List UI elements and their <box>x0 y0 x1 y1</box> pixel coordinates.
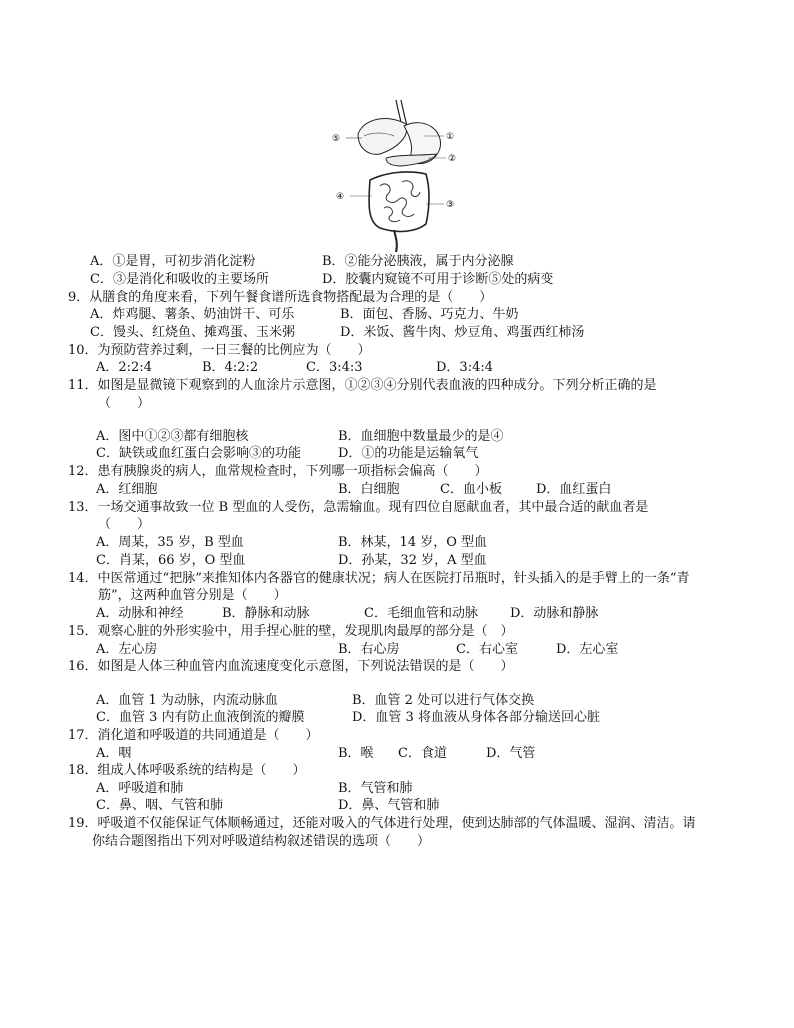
q19-stem-line1: 19．呼吸道不仅能保证气体顺畅通过，还能对吸入的气体进行处理，使到达肺部的气体温暖、湿润、清洁。请 <box>68 816 696 831</box>
q12-option-a: A．红细胞 <box>96 482 158 497</box>
q11-option-a: A．图中①②③都有细胞核 <box>96 429 249 444</box>
q13-option-d: D．孙某，32 岁，A 型血 <box>338 553 487 568</box>
q10-option-a: A．2:2:4 <box>96 360 152 375</box>
q12-option-c: C．血小板 <box>440 482 502 497</box>
q16-stem: 16．如图是人体三种血管内血流速度变化示意图，下列说法错误的是（ ） <box>68 659 514 674</box>
figure-label-1: ① <box>446 132 455 142</box>
q14-option-a: A．动脉和神经 <box>96 606 184 621</box>
q18-option-d: D．鼻、气管和肺 <box>338 798 440 813</box>
q9-stem: 9．从膳食的角度来看，下列午餐食谱所选食物搭配最为合理的是（ ） <box>68 290 493 305</box>
q9-option-d: D．米饭、酱牛肉、炒豆角、鸡蛋西红柿汤 <box>340 325 585 340</box>
q16-option-b: B．血管 2 处可以进行气体交换 <box>352 693 535 708</box>
q13-option-c: C．肖某，66 岁，O 型血 <box>96 553 246 568</box>
q8-option-c: C．③是消化和吸收的主要场所 <box>90 272 269 287</box>
q11-option-d: D．①的功能是运输氧气 <box>338 446 479 461</box>
q13-option-a: A．周某，35 岁，B 型血 <box>96 535 244 550</box>
q11-option-c: C．缺铁或血红蛋白会影响③的功能 <box>96 446 301 461</box>
q12-option-b: B．白细胞 <box>338 482 400 497</box>
q13-option-b: B．林某，14 岁，O 型血 <box>338 535 488 550</box>
q10-option-c: C．3:4:3 <box>306 360 363 375</box>
q14-option-c: C．毛细血管和动脉 <box>364 606 478 621</box>
q15-option-a: A．左心房 <box>96 642 158 657</box>
q17-option-c: C．食道 <box>398 746 447 761</box>
q12-option-d: D．血红蛋白 <box>536 482 612 497</box>
q15-stem: 15．观察心脏的外形实验中，用手捏心脏的壁，发现肌肉最厚的部分是（ ） <box>68 624 514 639</box>
q16-option-c: C．血管 3 内有防止血液倒流的瓣膜 <box>96 710 305 725</box>
q13-stem-line2: （ ） <box>98 517 151 532</box>
q14-option-d: D．动脉和静脉 <box>510 606 599 621</box>
q11-option-b: B．血细胞中数量最少的是④ <box>338 429 504 444</box>
q17-option-a: A．咽 <box>96 746 132 761</box>
q12-stem: 12．患有胰腺炎的病人，血常规检查时，下列哪一项指标会偏高（ ） <box>68 464 488 479</box>
figure-label-5: ⑤ <box>332 134 341 144</box>
q15-option-b: B．右心房 <box>338 642 400 657</box>
q10-option-b: B．4:2:2 <box>202 360 259 375</box>
q14-option-b: B．静脉和动脉 <box>222 606 310 621</box>
q8-option-b: B．②能分泌胰液，属于内分泌腺 <box>322 254 514 269</box>
figure-label-4: ④ <box>336 192 345 202</box>
q18-stem: 18．组成人体呼吸系统的结构是（ ） <box>68 763 306 778</box>
q8-option-a: A．①是胃，可初步消化淀粉 <box>90 254 256 269</box>
q10-option-d: D．3:4:4 <box>436 360 493 375</box>
q17-option-d: D．气管 <box>486 746 536 761</box>
q15-option-c: C．右心室 <box>456 642 518 657</box>
q14-stem-line1: 14．中医常通过“把脉”来推知体内各器官的健康状况；病人在医院打吊瓶时，针头插入的是手臂上的一条“青 <box>68 571 690 586</box>
q9-option-c: C．馒头、红烧鱼、摊鸡蛋、玉米粥 <box>90 325 295 340</box>
q18-option-a: A．呼吸道和肺 <box>96 781 184 796</box>
q17-option-b: B．喉 <box>338 746 374 761</box>
q13-stem-line1: 13．一场交通事故致一位 B 型血的人受伤，急需输血。现有四位自愿献血者，其中最合适的献血者是 <box>68 500 649 515</box>
q19-stem-line2: 你结合题图指出下列对呼吸道结构叙述错误的选项（ ） <box>92 834 431 849</box>
q9-option-a: A．炸鸡腿、薯条、奶油饼干、可乐 <box>90 307 295 322</box>
q14-stem-line2: 筋”，这两种血管分别是（ ） <box>98 588 287 603</box>
q11-stem-line1: 11．如图是显微镜下观察到的人血涂片示意图，①②③④分别代表血液的四种成分。下列分析正确的是 <box>68 378 657 393</box>
q16-option-d: D．血管 3 将血液从身体各部分输送回心脏 <box>352 710 600 725</box>
q18-option-b: B．气管和肺 <box>338 781 413 796</box>
q10-stem: 10．为预防营养过剩，一日三餐的比例应为（ ） <box>68 343 371 358</box>
q9-option-b: B．面包、香肠、巧克力、牛奶 <box>340 307 519 322</box>
q8-option-d: D．胶囊内窥镜不可用于诊断⑤处的病变 <box>322 272 554 287</box>
q11-stem-line2: （ ） <box>98 396 151 411</box>
q17-stem: 17．消化道和呼吸道的共同通道是（ ） <box>68 728 319 743</box>
figure-label-3: ③ <box>446 200 455 210</box>
q18-option-c: C．鼻、咽、气管和肺 <box>96 798 223 813</box>
figure-label-2: ② <box>448 154 457 164</box>
q15-option-d: D．左心室 <box>556 642 619 657</box>
digestive-system-figure <box>328 96 468 254</box>
q16-option-a: A．血管 1 为动脉，内流动脉血 <box>96 693 278 708</box>
